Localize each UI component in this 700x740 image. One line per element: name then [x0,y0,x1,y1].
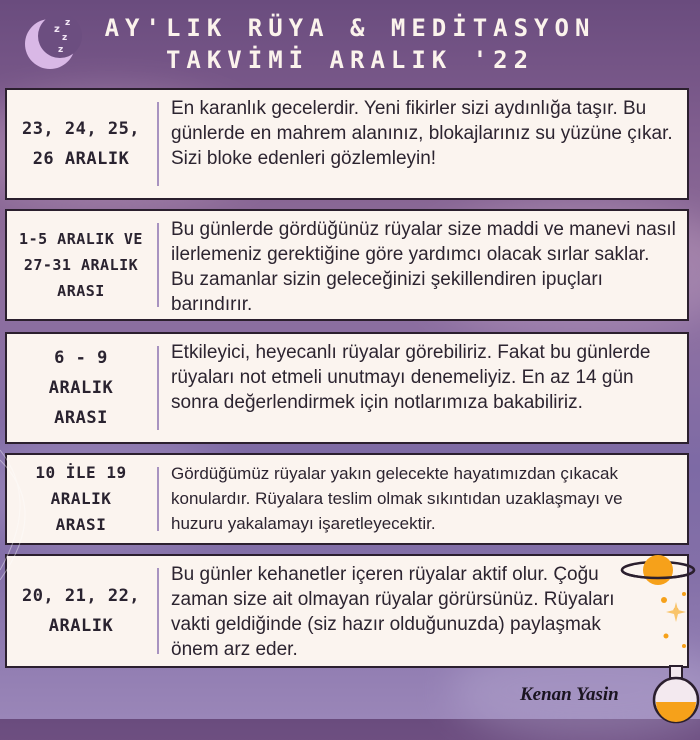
card-text: Bu günler kehanetler içeren rüyalar aktif olur. Çoğu zaman size ait olmayan rüyalar görürsünüz. Rüyaları vakti geldiğinde (siz hazır olduğunuzda) paylaşmak önem arz eder. [171,564,615,660]
star-trail-lines [0,440,60,580]
card-separator [157,568,159,654]
dream-card-3 [5,332,689,444]
dream-card-1 [5,88,689,200]
page-title-line-2: TAKVİMİ ARALIK '22 [165,46,535,74]
card-date: 6 - 9 ARALIK ARASI [48,348,114,428]
stars-decoration [656,600,696,670]
svg-text:z: z [65,18,71,28]
card-text: Gördüğümüz rüyalar yakın gelecekte hayatımızdan çıkacak konulardır. Rüyalara teslim olmak sıkıntıdan uzaklaşmayı ve huzuru yakalamayı işaretleyecektir. [171,464,623,533]
dream-card-5 [5,554,689,668]
card-text: Bu günlerde gördüğünüz rüyalar size maddi ve manevi nasıl ilerlemeniz gerektiğine göre yardımcı olacak sırlar saklar. Bu zamanlar sizin geleceğinizi şekillendiren ipuçları barındırır. [171,219,676,315]
card-separator [157,102,159,186]
svg-text:z: z [62,33,68,43]
author-signature: Kenan Yasin [520,684,619,705]
card-date: 20, 21, 22, ARALIK [21,586,141,636]
card-separator [157,223,159,307]
svg-text:z: z [58,45,64,55]
zzz-icon: z [54,24,60,35]
card-date: 23, 24, 25, 26 ARALIK [21,119,141,169]
card-separator [157,467,159,531]
card-text: Etkileyici, heyecanlı rüyalar görebiliriz. Fakat bu günlerde rüyaları not etmeli unutmayı denemeliyiz. En az 14 gün sonra değerlendirmek için notlarımıza bakabiliriz. [171,342,651,413]
card-separator [157,346,159,430]
card-date: 1-5 ARALIK VE 27-31 ARALIK ARASI [19,230,143,300]
dream-card-4 [5,453,689,545]
card-date: 10 İLE 19 ARALIK ARASI [35,463,127,534]
page-title-line-1: AY'LIK RÜYA & MEDİTASYON [104,14,596,42]
dream-card-2 [5,209,689,321]
card-text: En karanlık gecelerdir. Yeni fikirler sizi aydınlığa taşır. Bu günlerde en mahrem alanınız, blokajlarınız su yüzüne çıkar. Sizi bloke edenleri gözlemleyin! [171,98,673,169]
potion-flask-icon [646,664,700,724]
